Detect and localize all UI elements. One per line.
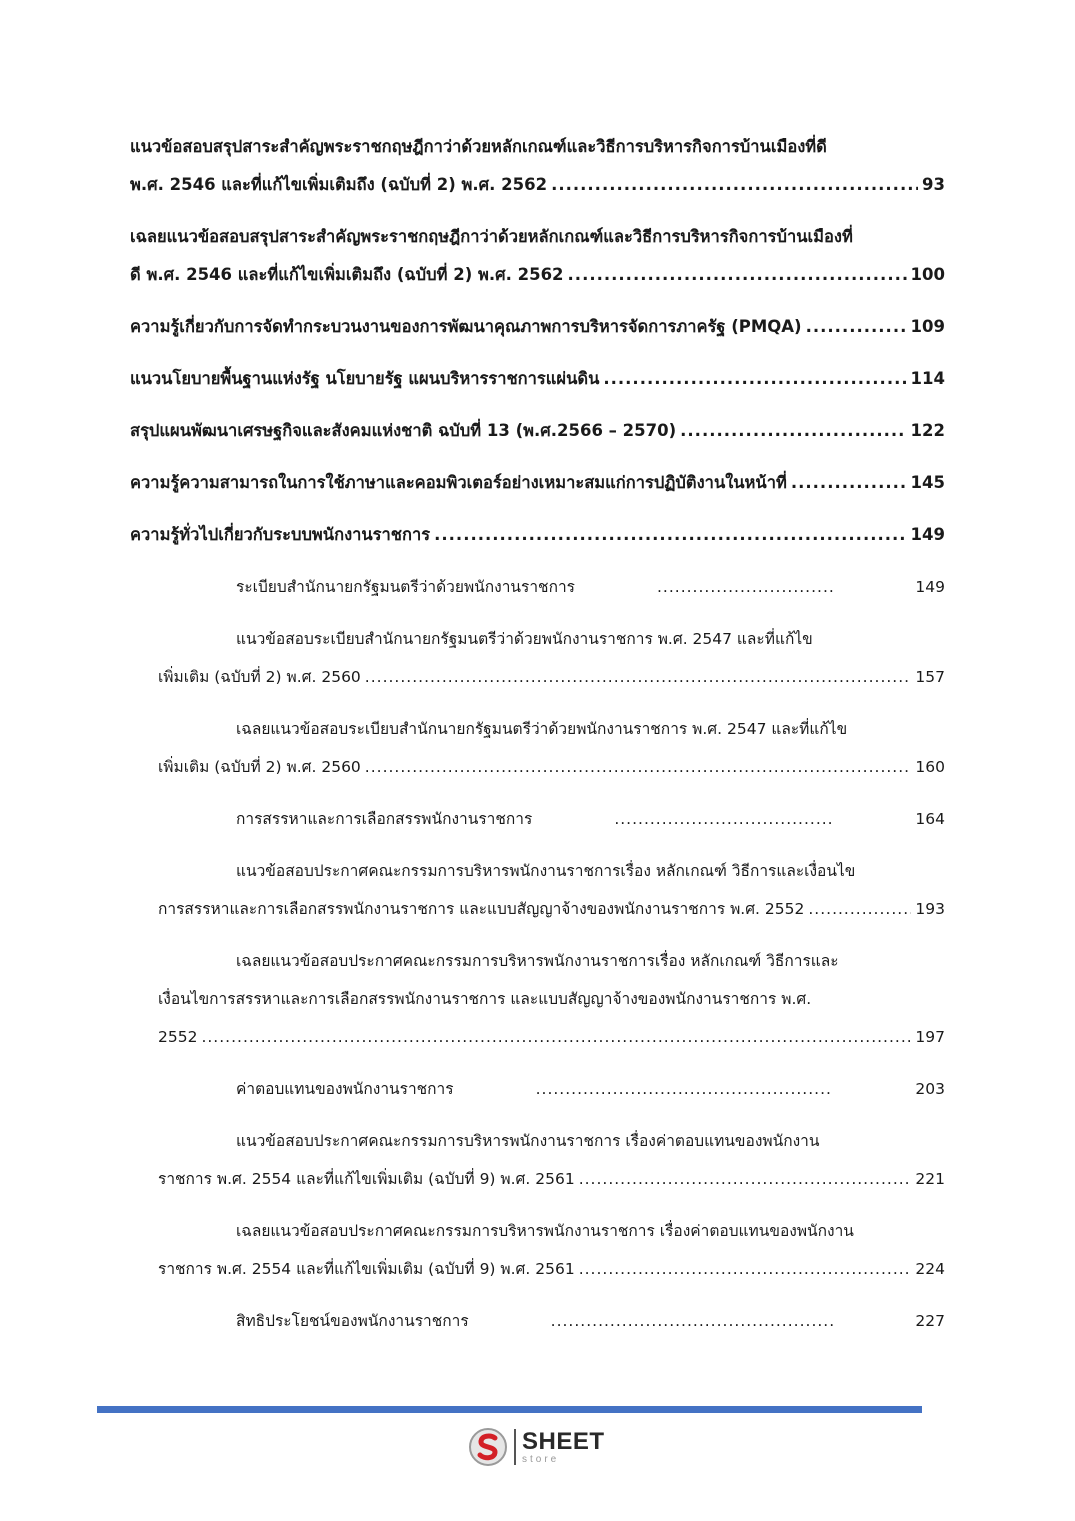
dot-leader (473, 1302, 834, 1340)
toc-page-number: 193 (915, 900, 945, 918)
toc-page-number: 122 (910, 421, 945, 440)
dot-leader (536, 800, 833, 838)
toc-subentry[interactable] (130, 1212, 945, 1288)
toc-subentry[interactable] (130, 852, 945, 928)
toc-subentry-title: สิทธิประโยชน์ของพนักงานราชการ (236, 1312, 469, 1330)
toc-page-number: 149 (915, 578, 945, 596)
footer-divider-bar (97, 1406, 922, 1413)
toc-entry[interactable] (130, 412, 945, 450)
toc-page-number: 224 (915, 1260, 945, 1278)
toc-subentry-title-line: เงื่อนไขการสรรหาและการเลือกสรรพนักงานราชการ และแบบสัญญาจ้างของพนักงานราชการ พ.ศ. (158, 990, 812, 1008)
dot-leader (365, 658, 912, 696)
toc-entry-title-line: ดี พ.ศ. 2546 และที่แก้ไขเพิ่มเติมถึง (ฉบับที่ 2) พ.ศ. 2562 (130, 265, 564, 284)
sheet-store-logo (468, 1427, 605, 1467)
toc-entry[interactable] (130, 308, 945, 346)
toc-page-number: 164 (915, 810, 945, 828)
toc-subentry-title-line: แนวข้อสอบระเบียบสำนักนายกรัฐมนตรีว่าด้วยพนักงานราชการ พ.ศ. 2547 และที่แก้ไข (236, 630, 813, 648)
sheet-store-logo-icon (468, 1427, 508, 1467)
dot-leader (579, 1160, 912, 1198)
toc-subentry[interactable] (130, 942, 945, 1056)
toc-entry[interactable] (130, 218, 945, 294)
dot-leader (365, 748, 912, 786)
dot-leader (791, 464, 907, 502)
toc-entry-title: ความรู้เกี่ยวกับการจัดทำกระบวนงานของการพัฒนาคุณภาพการบริหารจัดการภาครัฐ (PMQA) (130, 317, 802, 336)
toc-subentry-title-line: ราชการ พ.ศ. 2554 และที่แก้ไขเพิ่มเติม (ฉบับที่ 9) พ.ศ. 2561 (158, 1260, 575, 1278)
toc-entry[interactable] (130, 360, 945, 398)
toc-subentry-title: การสรรหาและการเลือกสรรพนักงานราชการ (236, 810, 533, 828)
toc-page-number: 157 (915, 668, 945, 686)
dot-leader (806, 308, 907, 346)
toc-entry-title: ความรู้ความสามารถในการใช้ภาษาและคอมพิวเตอร์อย่างเหมาะสมแก่การปฏิบัติงานในหน้าที่ (130, 473, 787, 492)
toc-subentry-title-line: แนวข้อสอบประกาศคณะกรรมการบริหารพนักงานราชการ เรื่องค่าตอบแทนของพนักงาน (236, 1132, 820, 1150)
toc-subentry-title-line: การสรรหาและการเลือกสรรพนักงานราชการ และแบบสัญญาจ้างของพนักงานราชการ พ.ศ. 2552 (158, 900, 805, 918)
toc-subentry[interactable] (130, 710, 945, 786)
toc-subentry-title: ค่าตอบแทนของพนักงานราชการ (236, 1080, 454, 1098)
toc-entry-title-line: แนวข้อสอบสรุปสาระสำคัญพระราชกฤษฎีกาว่าด้วยหลักเกณฑ์และวิธีการบริหารกิจการบ้านเมืองที่ดี (130, 137, 827, 156)
toc-entry[interactable] (130, 464, 945, 502)
toc-subentry-title-line: ราชการ พ.ศ. 2554 และที่แก้ไขเพิ่มเติม (ฉบับที่ 9) พ.ศ. 2561 (158, 1170, 575, 1188)
toc-entry-title-line: เฉลยแนวข้อสอบสรุปสาระสำคัญพระราชกฤษฎีกาว่าด้วยหลักเกณฑ์และวิธีการบริหารกิจการบ้านเมืองที่ (130, 227, 853, 246)
toc-subentry-title-line: 2552 (158, 1028, 198, 1046)
toc-page-number: 203 (915, 1080, 945, 1098)
toc-entry[interactable] (130, 516, 945, 554)
toc-subentry[interactable] (130, 1070, 945, 1108)
dot-leader (579, 1250, 912, 1288)
dot-leader (458, 1070, 834, 1108)
logo-brand-name: SHEET (522, 1427, 605, 1455)
toc-entry-title: ความรู้ทั่วไปเกี่ยวกับระบบพนักงานราชการ (130, 525, 431, 544)
dot-leader (680, 412, 906, 450)
dot-leader (434, 516, 906, 554)
toc-subentry[interactable] (130, 1302, 945, 1340)
dot-leader (579, 568, 833, 606)
dot-leader (568, 256, 907, 294)
logo-brand-sub: store (522, 1453, 560, 1465)
toc-page-number: 221 (915, 1170, 945, 1188)
toc-subentry[interactable] (130, 800, 945, 838)
logo-divider (514, 1429, 516, 1465)
dot-leader (201, 1018, 911, 1056)
toc-entry[interactable] (130, 128, 945, 204)
toc-subentry[interactable] (130, 568, 945, 606)
toc-page-number: 145 (910, 473, 945, 492)
toc-page-number: 160 (915, 758, 945, 776)
toc-subentry-title-line: แนวข้อสอบประกาศคณะกรรมการบริหารพนักงานราชการเรื่อง หลักเกณฑ์ วิธีการและเงื่อนไข (236, 862, 856, 880)
table-of-contents (130, 128, 945, 1354)
toc-subentry-title-line: เพิ่มเติม (ฉบับที่ 2) พ.ศ. 2560 (158, 758, 361, 776)
toc-entry-title: แนวนโยบายพื้นฐานแห่งรัฐ นโยบายรัฐ แผนบริหารราชการแผ่นดิน (130, 369, 600, 388)
toc-page-number: 93 (922, 175, 945, 194)
toc-entry-title: สรุปแผนพัฒนาเศรษฐกิจและสังคมแห่งชาติ ฉบับที่ 13 (พ.ศ.2566 – 2570) (130, 421, 677, 440)
toc-page-number: 197 (915, 1028, 945, 1046)
toc-subentry-title: ระเบียบสำนักนายกรัฐมนตรีว่าด้วยพนักงานราชการ (236, 578, 575, 596)
toc-subentry[interactable] (130, 1122, 945, 1198)
logo-wordmark (522, 1427, 605, 1465)
toc-page-number: 149 (910, 525, 945, 544)
toc-page-number: 114 (910, 369, 945, 388)
toc-subentry-title-line: เฉลยแนวข้อสอบประกาศคณะกรรมการบริหารพนักงานราชการ เรื่องค่าตอบแทนของพนักงาน (236, 1222, 854, 1240)
toc-subentry-title-line: เฉลยแนวข้อสอบระเบียบสำนักนายกรัฐมนตรีว่าด้วยพนักงานราชการ พ.ศ. 2547 และที่แก้ไข (236, 720, 848, 738)
toc-entry-title-line: พ.ศ. 2546 และที่แก้ไขเพิ่มเติมถึง (ฉบับที่ 2) พ.ศ. 2562 (130, 175, 548, 194)
dot-leader (551, 166, 918, 204)
toc-subentry-title-line: เพิ่มเติม (ฉบับที่ 2) พ.ศ. 2560 (158, 668, 361, 686)
dot-leader (808, 890, 911, 928)
toc-subentry-title-line: เฉลยแนวข้อสอบประกาศคณะกรรมการบริหารพนักงานราชการเรื่อง หลักเกณฑ์ วิธีการและ (236, 952, 839, 970)
toc-page-number: 109 (910, 317, 945, 336)
toc-page-number: 100 (910, 265, 945, 284)
dot-leader (603, 360, 906, 398)
toc-subentry[interactable] (130, 620, 945, 696)
toc-page-number: 227 (915, 1312, 945, 1330)
